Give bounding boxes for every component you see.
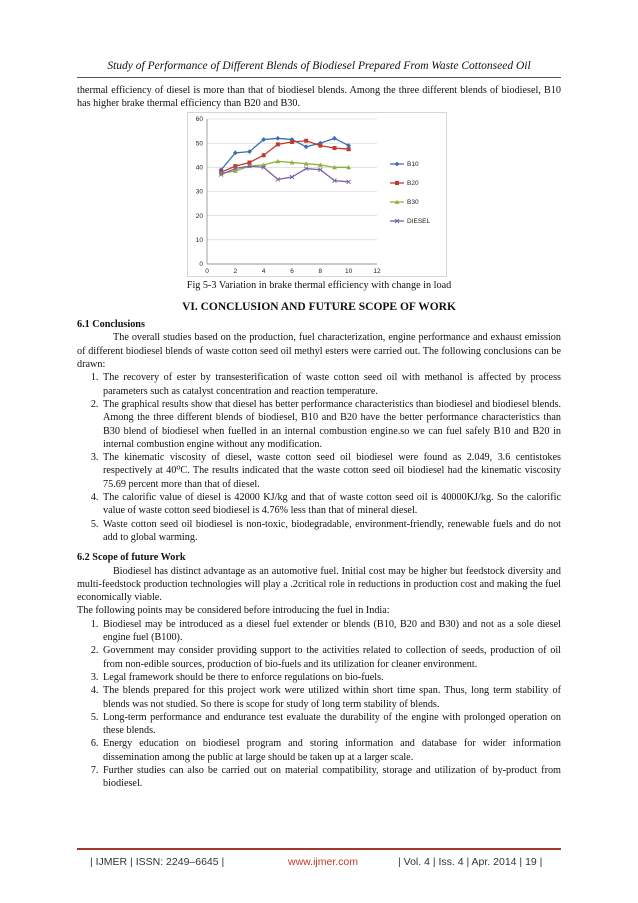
page-body <box>77 84 561 791</box>
y-tick-label: 60 <box>195 115 203 123</box>
y-tick-label: 0 <box>199 260 203 268</box>
list-item: 6. Energy education on biodiesel program and storing information and database for wider information dissemination among the public at large should be taken up at a larger scale. <box>101 737 561 764</box>
legend-label: B30 <box>407 198 419 206</box>
x-tick-label: 2 <box>233 267 238 275</box>
x-tick-label: 4 <box>261 267 266 275</box>
footer-rule <box>77 848 561 850</box>
list-item: 4. The blends prepared for this project work were utilized within short time span. Thus, long term stability of blends was not studied. So there is scope for study of long term stability of blends. <box>101 684 561 711</box>
efficiency-chart <box>187 112 447 277</box>
y-tick-label: 10 <box>195 236 203 244</box>
chart-frame <box>188 112 447 276</box>
list-item: 2. The graphical results show that diesel has better performance characteristics than biodiesel and biodiesel blends. Among the three different blends of biodiesel, B10 and B20 have the better performance characteristics than B30 blend of biodiesel when fuelled in an internal combustion engine.so we can fuel safely B10 and B20 in internal combustion engine without any modification. <box>101 398 561 451</box>
list-item: 3. The kinematic viscosity of diesel, waste cotton seed oil biodiesel were found as 2.049, 3.6 centistokes respectively at 40⁰C. The results indicated that the waste cotton seed oil biodiesel had the kinematic viscosity 75.69 percent more than that of diesel. <box>101 451 561 491</box>
list-item: 1. Biodiesel may be introduced as a diesel fuel extender or blends (B10, B20 and B30) and not as a sole diesel engine fuel (B100). <box>101 618 561 645</box>
list-item: 7. Further studies can also be carried out on material compatibility, storage and utilization of by-product from biodiesel. <box>101 764 561 791</box>
section-title: VI. CONCLUSION AND FUTURE SCOPE OF WORK <box>182 300 456 313</box>
legend-label: B10 <box>407 160 419 168</box>
conclusions-paragraph: The overall studies based on the production, fuel characterization, engine performance and exhaust emission of different biodiesel blends of waste cotton seed oil methyl esters were carried out. The following conclusions can be drawn: <box>77 332 561 371</box>
future-scope-list <box>77 618 561 791</box>
y-tick-label: 50 <box>195 139 203 147</box>
data-point-b20 <box>347 147 351 151</box>
x-tick-label: 8 <box>318 267 323 275</box>
list-item: 4. The calorific value of diesel is 42000 KJ/kg and that of waste cotton seed oil is 40000KJ/kg. So the calorific value of waste cotton seed biodiesel is 4.76% less than that of mineral diesel. <box>101 491 561 518</box>
x-tick-label: 12 <box>373 267 381 275</box>
x-tick-label: 10 <box>345 267 353 275</box>
legend-label: DIESEL <box>407 217 431 225</box>
figure <box>77 112 561 277</box>
y-tick-label: 20 <box>195 212 203 220</box>
y-tick-label: 40 <box>195 164 203 172</box>
conclusions-heading: 6.1 Conclusions <box>77 319 145 331</box>
running-head: Study of Performance of Different Blends of Biodiesel Prepared From Waste Cottonseed Oil <box>107 60 531 72</box>
footer-volume: | Vol. 4 | Iss. 4 | Apr. 2014 | 19 | <box>398 856 543 868</box>
data-point-b20 <box>290 140 294 144</box>
future-scope-heading: 6.2 Scope of future Work <box>77 552 186 564</box>
x-tick-label: 6 <box>290 267 294 275</box>
intro-paragraph: thermal efficiency of diesel is more than that of biodiesel blends. Among the three different blends of biodiesel, B10 has higher brake thermal efficiency than B20 and B30. <box>77 85 561 110</box>
list-item: 2. Government may consider providing support to the activities related to collection of seeds, production of oil from non-edible sources, production of bio-fuels and its utilization for cleaner environment. <box>101 644 561 671</box>
list-item: 5. Long-term performance and endurance test evaluate the durability of the engine with prolonged operation on these blends. <box>101 711 561 738</box>
future-scope-intro: The following points may be considered before introducing the fuel in India: <box>77 605 390 617</box>
header-rule <box>77 77 561 78</box>
data-point-b20 <box>262 153 266 157</box>
footer-issn: | IJMER | ISSN: 2249–6645 | <box>90 856 225 868</box>
legend-label: B20 <box>407 179 419 187</box>
conclusions-list <box>77 371 561 544</box>
list-item: 1. The recovery of ester by transesterification of waste cotton seed oil with methanol is affected by process parameters such as catalyst concentration and reaction temperature. <box>101 371 561 398</box>
data-point-b20 <box>318 143 322 147</box>
data-point-b20 <box>276 142 280 146</box>
list-item: 3. Legal framework should be there to enforce regulations on bio-fuels. <box>101 671 561 684</box>
y-tick-label: 30 <box>195 188 203 196</box>
data-point-b20 <box>304 138 308 142</box>
x-tick-label: 0 <box>205 267 209 275</box>
future-scope-paragraph: Biodiesel has distinct advantage as an automotive fuel. Initial cost may be higher but feedstock diversity and multi-feedstock production technologies will play a .2critical role in reductions in production cost and making the fuel economically viable. <box>77 565 561 604</box>
figure-caption: Fig 5-3 Variation in brake thermal efficiency with change in load <box>186 279 452 291</box>
data-point-b20 <box>333 146 337 150</box>
footer-website-link[interactable]: www.ijmer.com <box>288 856 359 868</box>
list-item: 5. Waste cotton seed oil biodiesel is non-toxic, biodegradable, environment-friendly, renewable fuels and do not add to global warming. <box>101 518 561 545</box>
legend-marker <box>395 181 399 185</box>
